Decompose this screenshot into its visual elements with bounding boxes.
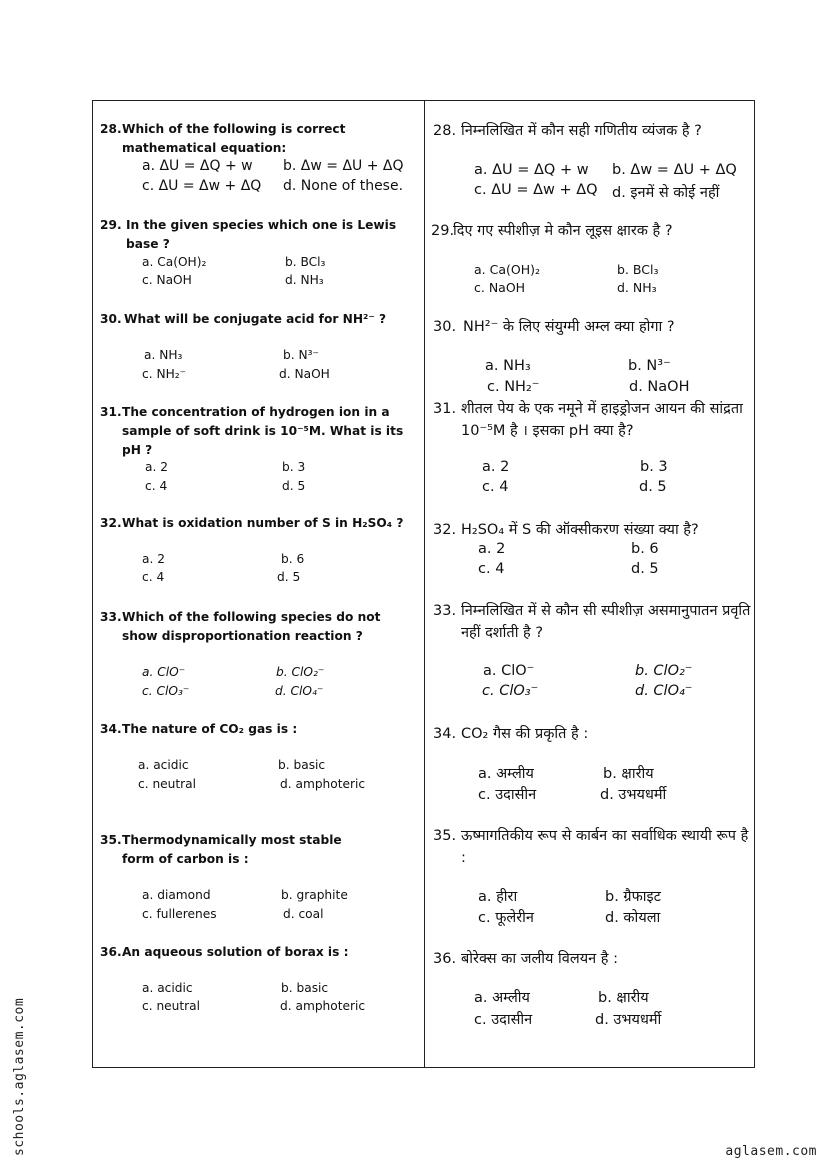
question-number: 32. — [433, 522, 457, 538]
option-a[interactable]: a. 2 — [482, 459, 510, 475]
option-b[interactable]: b. क्षारीय — [598, 990, 649, 1006]
question-31-en — [100, 403, 418, 493]
option-c[interactable]: c. NaOH — [142, 273, 192, 287]
option-b[interactable]: b. क्षारीय — [603, 766, 654, 782]
option-b[interactable]: b. 6 — [281, 552, 305, 566]
question-number: 33. — [433, 603, 457, 619]
question-number: 29. — [431, 223, 455, 239]
question-number: 36. — [433, 951, 457, 967]
question-text: An aqueous solution of borax is : — [122, 945, 349, 959]
question-number: 34. — [100, 722, 122, 736]
option-c[interactable]: c. 4 — [478, 561, 505, 577]
question-text: दिए गए स्पीशीज़ मे कौन लूइस क्षारक है ? — [453, 223, 673, 239]
footer-watermark: aglasem.com — [725, 1144, 817, 1159]
question-number: 32. — [100, 516, 122, 530]
option-d[interactable]: d. इनमें से कोई नहीं — [612, 185, 720, 201]
option-c[interactable]: c. ΔU = Δw + ΔQ — [474, 182, 598, 198]
option-b[interactable]: b. BCl₃ — [285, 255, 326, 269]
option-a[interactable]: a. NH₃ — [144, 348, 183, 362]
option-b[interactable]: b. Δw = ΔU + ΔQ — [612, 162, 737, 178]
question-28-en — [100, 120, 418, 194]
question-text: Which of the following species do not show disproportionation reaction ? — [122, 610, 381, 643]
option-b[interactable]: b. ClO₂⁻ — [276, 665, 325, 679]
option-a[interactable]: a. ΔU = ΔQ + w — [474, 162, 589, 178]
option-b[interactable]: b. 3 — [640, 459, 668, 475]
option-c[interactable]: c. fullerenes — [142, 907, 217, 921]
question-text: Which of the following is correct mathematical equation: — [122, 122, 346, 155]
option-d[interactable]: d. amphoteric — [280, 777, 366, 791]
question-number: 33. — [100, 610, 122, 624]
option-a[interactable]: a. Ca(OH)₂ — [474, 262, 540, 277]
option-c[interactable]: c. ΔU = Δw + ΔQ — [142, 178, 262, 194]
option-d[interactable]: d. उभयधर्मी — [595, 1012, 662, 1028]
side-watermark-text: schools.aglasem.com — [12, 997, 27, 1156]
question-number: 31. — [433, 401, 457, 417]
question-30-hi — [433, 316, 751, 395]
question-29-hi — [431, 220, 751, 295]
question-text: निम्नलिखित में से कौन सी स्पीशीज़ असमानुपातन प्रवृति नहीं दर्शाती है ? — [461, 603, 751, 641]
question-number: 35. — [433, 828, 457, 844]
option-b[interactable]: b. ClO₂⁻ — [635, 663, 693, 679]
option-d[interactable]: d. NaOH — [629, 379, 690, 395]
option-a[interactable]: a. NH₃ — [485, 358, 531, 374]
question-30-en — [100, 310, 418, 381]
option-a[interactable]: a. Ca(OH)₂ — [142, 255, 207, 269]
question-35-en — [100, 831, 418, 921]
question-number: 30. — [100, 312, 122, 326]
question-33-en — [100, 608, 418, 698]
question-text: The concentration of hydrogen ion in a sample of soft drink is 10⁻⁵M. What is its pH ? — [122, 405, 404, 457]
option-b[interactable]: b. graphite — [281, 888, 348, 902]
question-34-hi — [433, 723, 751, 803]
question-text: What is oxidation number of S in H₂SO₄ ? — [122, 516, 404, 530]
option-a[interactable]: a. acidic — [138, 758, 189, 772]
question-text: The nature of CO₂ gas is : — [122, 722, 298, 736]
question-31-hi — [433, 398, 751, 495]
question-33-hi — [433, 600, 751, 699]
option-d[interactable]: d. amphoteric — [280, 999, 366, 1013]
question-text: बोरेक्स का जलीय विलयन है : — [461, 951, 618, 967]
question-number: 36. — [100, 945, 122, 959]
option-d[interactable]: d. coal — [283, 907, 324, 921]
question-text: NH²⁻ के लिए संयुग्मी अम्ल क्या होगा ? — [463, 319, 675, 335]
option-d[interactable]: d. NH₃ — [617, 280, 657, 295]
option-c[interactable]: c. NaOH — [474, 280, 526, 295]
option-c[interactable]: c. neutral — [138, 777, 197, 791]
option-b[interactable]: b. N³⁻ — [628, 358, 671, 374]
option-d[interactable]: d. None of these. — [283, 178, 404, 194]
question-text: H₂SO₄ में S की ऑक्सीकरण संख्या क्या है? — [461, 522, 699, 538]
option-b[interactable]: b. basic — [281, 981, 329, 995]
option-b[interactable]: b. 3 — [282, 460, 306, 474]
option-a[interactable]: a. अम्लीय — [478, 766, 534, 782]
option-d[interactable]: d. NH₃ — [285, 273, 324, 287]
option-a[interactable]: a. 2 — [145, 460, 168, 474]
option-a[interactable]: a. ClO⁻ — [483, 663, 535, 679]
option-c[interactable]: c. उदासीन — [474, 1012, 533, 1028]
option-c[interactable]: c. NH₂⁻ — [487, 379, 540, 395]
question-34-en — [100, 720, 418, 791]
option-a[interactable]: a. diamond — [142, 888, 211, 902]
question-text: निम्नलिखित में कौन सही गणितीय व्यंजक है ? — [461, 123, 702, 139]
question-number: 31. — [100, 405, 122, 419]
option-b[interactable]: b. Δw = ΔU + ΔQ — [283, 158, 404, 174]
question-text: ऊष्मागतिकीय रूप से कार्बन का सर्वाधिक स्थायी रूप है : — [461, 828, 749, 866]
question-number: 28. — [100, 122, 122, 136]
option-d[interactable]: d. NaOH — [279, 367, 330, 381]
option-d[interactable]: d. 5 — [282, 479, 306, 493]
option-a[interactable]: a. हीरा — [478, 889, 518, 905]
option-d[interactable]: d. 5 — [277, 570, 301, 584]
option-c[interactable]: c. neutral — [142, 999, 201, 1013]
option-a[interactable]: a. acidic — [142, 981, 193, 995]
question-number: 29. — [100, 218, 122, 232]
question-36-en — [100, 943, 418, 1013]
question-text: Thermodynamically most stable form of carbon is : — [122, 833, 342, 866]
option-b[interactable]: b. ग्रैफाइट — [605, 889, 661, 905]
question-36-hi — [433, 948, 751, 1028]
option-d[interactable]: d. ClO₄⁻ — [275, 684, 324, 698]
option-c[interactable]: c. उदासीन — [478, 787, 537, 803]
question-text: What will be conjugate acid for NH²⁻ ? — [124, 312, 387, 326]
option-d[interactable]: d. 5 — [631, 561, 659, 577]
question-32-en — [100, 514, 418, 584]
option-c[interactable]: c. 4 — [142, 570, 165, 584]
option-a[interactable]: a. 2 — [478, 541, 506, 557]
option-a[interactable]: a. अम्लीय — [474, 990, 530, 1006]
option-b[interactable]: b. basic — [278, 758, 326, 772]
option-c[interactable]: c. ClO₃⁻ — [142, 684, 190, 698]
option-c[interactable]: c. फूलेरीन — [478, 910, 534, 926]
side-watermark — [8, 968, 32, 1158]
option-a[interactable]: a. ΔU = ΔQ + w — [142, 158, 253, 174]
column-divider — [424, 100, 425, 1068]
question-number: 30. — [433, 319, 457, 335]
question-number: 35. — [100, 833, 122, 847]
option-a[interactable]: a. ClO⁻ — [142, 665, 186, 679]
option-d[interactable]: d. ClO₄⁻ — [635, 683, 693, 699]
option-c[interactable]: c. ClO₃⁻ — [482, 683, 539, 699]
question-text: CO₂ गैस की प्रकृति है : — [461, 726, 589, 742]
option-d[interactable]: d. 5 — [639, 479, 667, 495]
option-a[interactable]: a. 2 — [142, 552, 165, 566]
option-c[interactable]: c. NH₂⁻ — [142, 367, 187, 381]
question-35-hi — [433, 825, 751, 926]
question-number: 28. — [433, 123, 457, 139]
option-b[interactable]: b. N³⁻ — [283, 348, 319, 362]
question-number: 34. — [433, 726, 457, 742]
option-c[interactable]: c. 4 — [482, 479, 509, 495]
option-c[interactable]: c. 4 — [145, 479, 168, 493]
question-text: In the given species which one is Lewis base ? — [126, 218, 397, 251]
question-text: शीतल पेय के एक नमूने में हाइड्रोजन आयन की सांद्रता 10⁻⁵M है । इसका pH क्या है? — [461, 401, 743, 439]
option-d[interactable]: d. कोयला — [605, 910, 661, 926]
option-d[interactable]: d. उभयधर्मी — [600, 787, 667, 803]
question-32-hi — [433, 519, 751, 577]
question-29-en — [100, 216, 418, 287]
option-b[interactable]: b. 6 — [631, 541, 659, 557]
question-28-hi — [433, 120, 751, 201]
option-b[interactable]: b. BCl₃ — [617, 262, 659, 277]
